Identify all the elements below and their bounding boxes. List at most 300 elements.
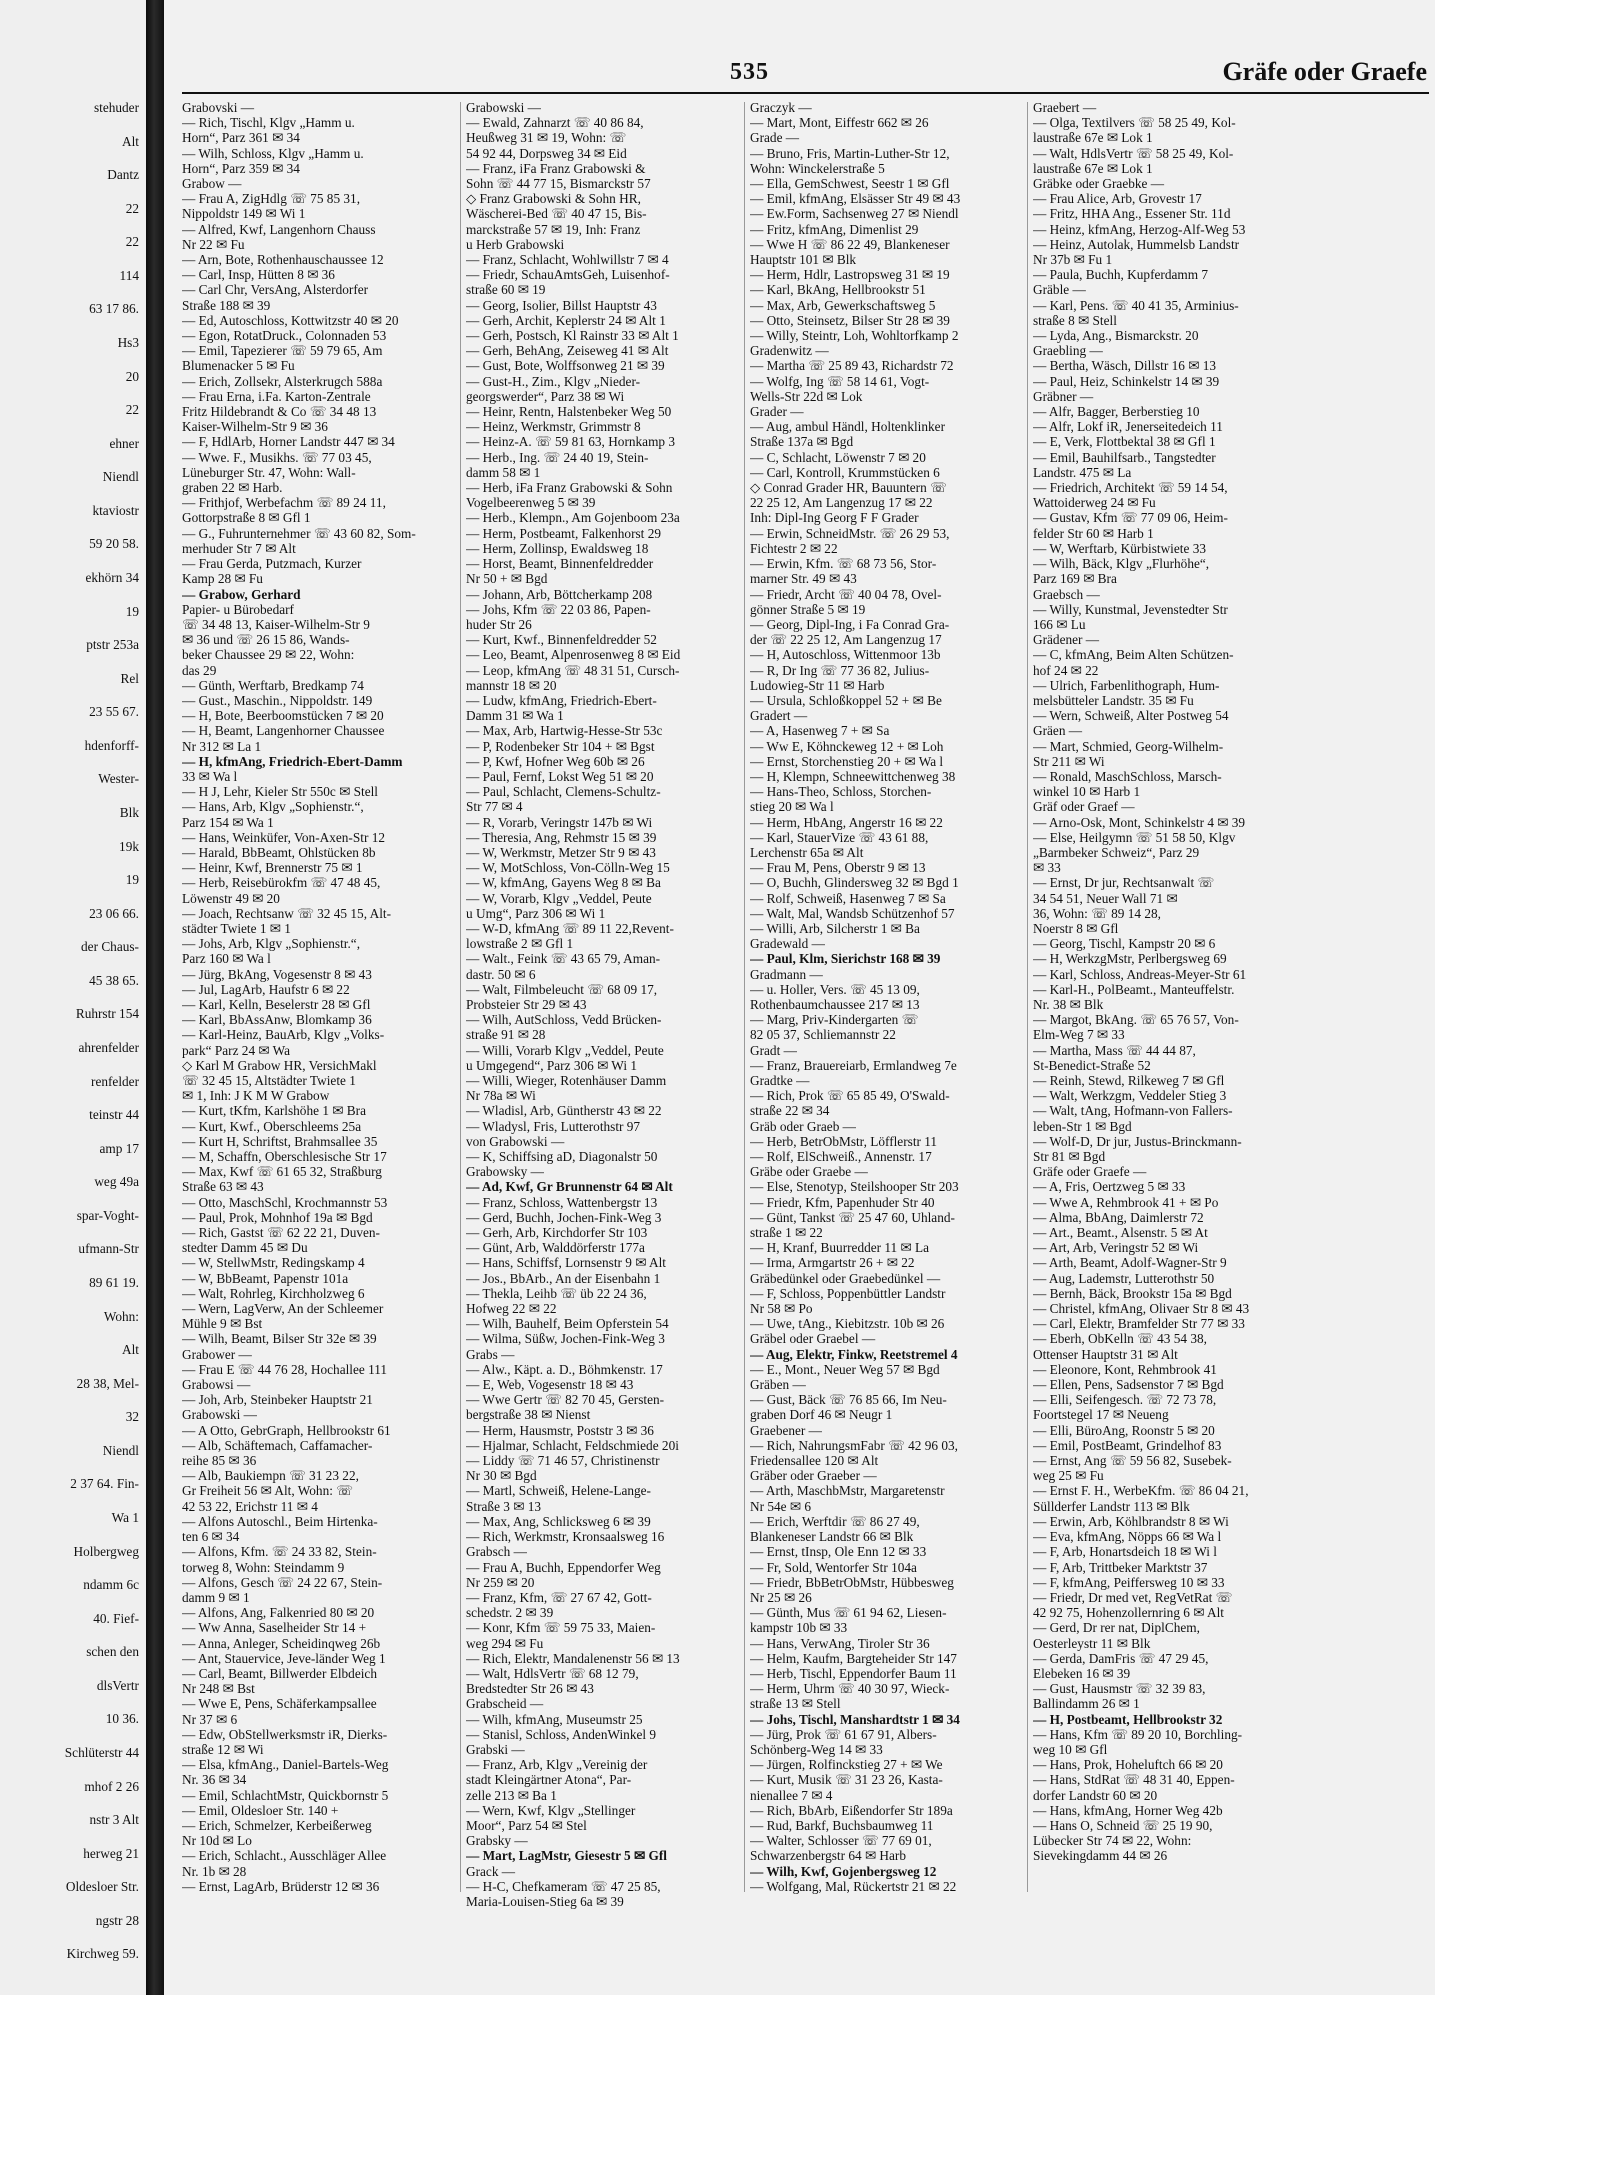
directory-entry: der ☏ 22 25 12, Am Langenzug 17	[750, 632, 942, 648]
directory-entry: — F, Schloss, Poppenbüttler Landstr	[750, 1285, 946, 1301]
directory-entry: georgswerder“, Parz 38 ✉ Wi	[466, 388, 625, 404]
directory-entry: — Kurt H, Schriftst, Brahmsallee 35	[182, 1133, 378, 1149]
directory-entry: von Grabowski —	[466, 1133, 565, 1149]
left-page-text-fragment: teinstr 44	[89, 1107, 139, 1123]
directory-entry: — Paul, Prok, Mohnhof 19a ✉ Bgd	[182, 1209, 373, 1225]
directory-entry: — Walt, HdlsVertr ☏ 58 25 49, Kol-	[1033, 145, 1234, 161]
column-divider	[744, 102, 745, 1892]
left-page-text-fragment: 32	[125, 1409, 139, 1425]
directory-entry: — Hans O, Schneid ☏ 25 19 90,	[1033, 1817, 1213, 1833]
directory-entry: — Erich, Werftdir ☏ 86 27 49,	[750, 1513, 920, 1529]
directory-entry: Grabsky —	[466, 1833, 528, 1849]
directory-entry: — Kurt, tKfm, Karlshöhe 1 ✉ Bra	[182, 1103, 366, 1119]
directory-entry: Ottenser Hauptstr 31 ✉ Alt	[1033, 1346, 1178, 1362]
directory-entry: — Rich, Prok ☏ 65 85 49, O'Swald-	[750, 1088, 950, 1104]
directory-entry: Gräbe oder Graebe —	[750, 1164, 868, 1180]
directory-entry: — Johann, Arb, Böttcherkamp 208	[466, 586, 653, 602]
left-page-text-fragment: Blk	[119, 805, 139, 820]
directory-entry: felder Str 60 ✉ Harb 1	[1033, 525, 1154, 541]
directory-entry: straße 60 ✉ 19	[466, 282, 546, 298]
directory-entry: — Erich, Schlacht., Ausschläger Allee	[182, 1848, 387, 1864]
directory-entry: beker Chaussee 29 ✉ 22, Wohn:	[182, 647, 355, 663]
directory-entry: — Alfred, Kwf, Langenhorn Chauss	[182, 221, 376, 237]
directory-entry: — P, Rodenbeker Str 104 + ✉ Bgst	[466, 738, 655, 754]
directory-entry: — Karl, StauerVize ☏ 43 61 88,	[750, 829, 929, 845]
directory-entry: — Alfons, Ang, Falkenried 80 ✉ 20	[182, 1605, 375, 1621]
directory-entry: straße 1 ✉ 22	[750, 1225, 823, 1241]
directory-entry: Gräbner —	[1033, 388, 1094, 404]
directory-entry: Str 81 ✉ Bgd	[1033, 1149, 1106, 1165]
directory-entry: — Gust, Hausmstr ☏ 32 39 83,	[1033, 1681, 1206, 1697]
directory-entry: — W, BbBeamt, Papenstr 101a	[182, 1270, 349, 1286]
directory-column-3	[750, 100, 1022, 1894]
directory-entry: — Rich, BbArb, Eißendorfer Str 189a	[750, 1802, 953, 1818]
directory-entry: gönner Straße 5 ✉ 19	[750, 601, 866, 617]
directory-entry: Gradmann —	[750, 966, 823, 982]
directory-entry: das 29	[182, 662, 217, 678]
directory-entry: — O, Buchh, Glindersweg 32 ✉ Bgd 1	[750, 875, 959, 891]
directory-entry: ◇ Franz Grabowski & Sohn HR,	[466, 191, 641, 207]
left-page-text-fragment: ahrenfelder	[78, 1040, 139, 1055]
left-page-text-fragment: Niendl	[102, 1442, 139, 1458]
directory-entry: — F, Arb, Honartsdeich 18 ✉ Wi l	[1033, 1544, 1217, 1560]
directory-entry: — Jürgen, Rolfinckstieg 27 + ✉ We	[750, 1757, 943, 1773]
directory-entry: — Ww E, Köhnckeweg 12 + ✉ Loh	[750, 738, 944, 754]
directory-entry: — u. Holler, Vers. ☏ 45 13 09,	[750, 981, 920, 997]
directory-entry: — Frithjof, Werbefachm ☏ 89 24 11,	[182, 495, 386, 511]
directory-entry: — Kurt, Kwf., Binnenfeldredder 52	[466, 632, 657, 648]
directory-entry: weg 10 ✉ Gfl	[1033, 1741, 1108, 1757]
left-page-text-fragment: 22	[125, 402, 139, 418]
directory-entry: St-Benedict-Straße 52	[1033, 1057, 1151, 1073]
left-page-text-fragment: ufmann-Str	[78, 1241, 139, 1257]
directory-entry: — Thekla, Leihb ☏ üb 22 24 36,	[466, 1285, 647, 1301]
left-page-text-fragment: 20	[125, 368, 139, 384]
directory-entry: — Wwe H ☏ 86 22 49, Blankeneser	[750, 236, 950, 252]
directory-entry: — Wilh, Beamt, Bilser Str 32e ✉ 39	[182, 1331, 377, 1347]
left-page-text-fragment: 19	[125, 603, 139, 619]
directory-entry: Heußweg 31 ✉ 19, Wohn: ☏	[466, 130, 627, 146]
directory-entry: — Alb, Baukiempn ☏ 31 23 22,	[182, 1468, 359, 1484]
directory-entry: — Ewald, Zahnarzt ☏ 40 86 84,	[466, 115, 644, 131]
directory-entry: Damm 31 ✉ Wa 1	[466, 708, 564, 724]
directory-entry: Friedensallee 120 ✉ Alt	[750, 1453, 879, 1469]
directory-entry: — E., Mont., Neuer Weg 57 ✉ Bgd	[750, 1361, 940, 1377]
directory-entry: — Joh, Arb, Steinbeker Hauptstr 21	[182, 1392, 373, 1408]
directory-entry: — Herb, iFa Franz Grabowski & Sohn	[466, 480, 673, 496]
left-page-text-fragment: herweg 21	[83, 1845, 139, 1861]
directory-entry: — Reinh, Stewd, Rilkeweg 7 ✉ Gfl	[1033, 1073, 1225, 1088]
directory-entry: Blumenacker 5 ✉ Fu	[182, 358, 295, 374]
directory-entry: Gräbke oder Graebke —	[1033, 176, 1165, 192]
directory-entry: — Gerh, Archit, Keplerstr 24 ✉ Alt 1	[466, 312, 666, 328]
directory-entry: Grabs —	[466, 1346, 515, 1362]
directory-entry: — Fr, Sold, Wentorfer Str 104a	[750, 1559, 917, 1575]
directory-entry: — Otto, Steinsetz, Bilser Str 28 ✉ 39	[750, 312, 950, 328]
directory-entry: Nr. 38 ✉ Blk	[1033, 996, 1104, 1012]
directory-entry: — Ernst, Dr jur, Rechtsanwalt ☏	[1033, 875, 1215, 891]
directory-entry: Lüneburger Str. 47, Wohn: Wall-	[182, 464, 356, 480]
directory-entry: — Herm, Postbeamt, Falkenhorst 29	[466, 525, 661, 541]
directory-entry: 22 25 12, Am Langenzug 17 ✉ 22	[750, 495, 933, 511]
directory-entry: — Johs, Arb, Klgv „Sophienstr.“,	[182, 936, 361, 952]
directory-entry: — Liddy ☏ 71 46 57, Christinenstr	[466, 1453, 660, 1469]
left-page-fragment	[0, 0, 145, 1995]
directory-entry: Gradewald —	[750, 936, 825, 952]
directory-entry: — Egon, RotatDruck., Colonnaden 53	[182, 328, 387, 344]
directory-entry: — Olga, Textilvers ☏ 58 25 49, Kol-	[1033, 115, 1236, 131]
directory-entry: — Elli, BüroAng, Roonstr 5 ✉ 20	[1033, 1422, 1215, 1438]
directory-entry: — M, Schaffn, Oberschlesische Str 17	[182, 1149, 387, 1165]
directory-entry: — Wilh, Kwf, Gojenbergsweg 12	[750, 1863, 937, 1879]
directory-entry: merhuder Str 7 ✉ Alt	[182, 540, 296, 556]
directory-column-4	[1033, 100, 1305, 1864]
directory-entry: straße 12 ✉ Wi	[182, 1741, 264, 1757]
directory-entry: winkel 10 ✉ Harb 1	[1033, 784, 1141, 800]
directory-entry: — Arth, MaschbMstr, Margaretenstr	[750, 1483, 945, 1499]
directory-entry: — Wolf-D, Dr jur, Justus-Brinckmann-	[1033, 1133, 1242, 1149]
directory-entry: — Joach, Rechtsanw ☏ 32 45 15, Alt-	[182, 905, 392, 921]
left-page-text-fragment: ktaviostr	[92, 502, 139, 518]
directory-entry: städter Twiete 1 ✉ 1	[182, 920, 291, 936]
directory-entry: Gräbel oder Graebel —	[750, 1331, 876, 1347]
left-page-text-fragment: 40. Fief-	[93, 1610, 139, 1626]
directory-entry: — Wilh, kfmAng, Museumstr 25	[466, 1711, 643, 1727]
directory-entry: — Max, Ang, Schlicksweg 6 ✉ 39	[466, 1513, 651, 1529]
directory-entry: 42 53 22, Erichstr 11 ✉ 4	[182, 1498, 318, 1514]
directory-entry: Rothenbaumchaussee 217 ✉ 13	[750, 996, 920, 1012]
directory-entry: — F, kfmAng, Peiffersweg 10 ✉ 33	[1033, 1574, 1225, 1590]
directory-entry: — Hans-Theo, Schloss, Storchen-	[750, 784, 932, 800]
left-page-text-fragment: renfelder	[91, 1073, 139, 1089]
directory-entry: Ludowieg-Str 11 ✉ Harb	[750, 677, 885, 693]
directory-entry: — Erich, Schmelzer, Kerbeißerweg	[182, 1817, 372, 1833]
directory-entry: — Rich, Elektr, Mandalenenstr 56 ✉ 13	[466, 1650, 680, 1666]
directory-entry: — Carl, Beamt, Billwerder Elbdeich	[182, 1665, 377, 1681]
directory-entry: — Karl, BbAssAnw, Blomkamp 36	[182, 1012, 372, 1028]
directory-entry: — Wolfgang, Mal, Rückertstr 21 ✉ 22	[750, 1878, 957, 1894]
directory-entry: — Gerh, BehAng, Zeiseweg 41 ✉ Alt	[466, 343, 669, 359]
left-page-text-fragment: Wohn:	[103, 1308, 139, 1324]
left-page-text-fragment: Kirchweg 59.	[66, 1946, 139, 1962]
directory-entry: — Günth, Werftarb, Bredkamp 74	[182, 677, 364, 693]
directory-entry: damm 58 ✉ 1	[466, 464, 541, 480]
directory-entry: Gräf oder Graef —	[1033, 799, 1135, 815]
directory-entry: Graebling —	[1033, 343, 1103, 359]
directory-entry: — Friedrich, Architekt ☏ 59 14 54,	[1033, 480, 1228, 496]
directory-entry: Elebeken 16 ✉ 39	[1033, 1665, 1131, 1681]
directory-entry: 54 92 44, Dorpsweg 34 ✉ Eid	[466, 145, 627, 161]
directory-entry: — W-D, kfmAng ☏ 89 11 22,Revent-	[466, 920, 674, 936]
directory-entry: — Hans, Prok, Hoheluftch 66 ✉ 20	[1033, 1757, 1223, 1773]
directory-entry: — Bernh, Bäck, Brookstr 15a ✉ Bgd	[1033, 1285, 1232, 1301]
directory-entry: Mühle 9 ✉ Bst	[182, 1316, 263, 1332]
directory-entry: u Umg“, Parz 306 ✉ Wi 1	[466, 905, 606, 921]
directory-entry: Gradert —	[750, 708, 808, 724]
directory-entry: Grabski —	[466, 1741, 525, 1757]
directory-entry: huder Str 26	[466, 616, 532, 632]
directory-entry: — Edw, ObStellwerksmstr iR, Dierks-	[182, 1726, 388, 1742]
directory-entry: Gradenwitz —	[750, 343, 829, 359]
left-page-text-fragment: 114	[119, 267, 139, 283]
directory-entry: — Franz, Arb, Klgv „Vereinig der	[466, 1757, 648, 1773]
directory-entry: ✉ 36 und ☏ 26 15 86, Wands-	[182, 632, 350, 648]
directory-entry: Maria-Louisen-Stieg 6a ✉ 39	[466, 1893, 624, 1909]
directory-entry: — Martha, Mass ☏ 44 44 87,	[1033, 1042, 1196, 1058]
directory-entry: — Georg, Tischl, Kampstr 20 ✉ 6	[1033, 936, 1216, 952]
left-page-text-fragment: mhof 2 26	[84, 1778, 139, 1794]
directory-entry: — A, Hasenweg 7 + ✉ Sa	[750, 723, 890, 739]
left-page-text-fragment: stehuder	[93, 100, 139, 115]
directory-entry: — Wilh, Bauhelf, Beim Opferstein 54	[466, 1316, 669, 1332]
directory-entry: — W, kfmAng, Gayens Weg 8 ✉ Ba	[466, 875, 661, 891]
directory-entry: ☏ 34 48 13, Kaiser-Wilhelm-Str 9	[182, 616, 370, 632]
directory-entry: — Gust-H., Zim., Klgv „Nieder-	[466, 373, 641, 389]
directory-entry: Grabscheid —	[466, 1696, 544, 1712]
directory-entry: Kaiser-Wilhelm-Str 9 ✉ 36	[182, 419, 328, 435]
directory-entry: torweg 8, Wohn: Steindamm 9	[182, 1559, 345, 1575]
directory-entry: — Frau A, Buchh, Eppendorfer Weg	[466, 1559, 661, 1575]
directory-entry: schedstr. 2 ✉ 39	[466, 1605, 554, 1621]
directory-entry: — Eberh, ObKelln ☏ 43 54 38,	[1033, 1331, 1207, 1347]
directory-entry: — Karl-H., PolBeamt., Manteuffelstr.	[1033, 981, 1235, 997]
directory-entry: Gräb oder Graeb —	[750, 1118, 856, 1134]
directory-entry: — Martl, Schweiß, Helene-Lange-	[466, 1483, 651, 1499]
directory-entry: laustraße 67e ✉ Lok 1	[1033, 160, 1153, 176]
directory-entry: — H, kfmAng, Friedrich-Ebert-Damm	[182, 753, 403, 769]
directory-entry: — Marg, Priv-Kindergarten ☏	[750, 1012, 919, 1028]
directory-entry: Grabovski —	[182, 100, 255, 115]
directory-entry: — Rich, Werkmstr, Kronsaalsweg 16	[466, 1529, 665, 1545]
directory-entry: — Harald, BbBeamt, Ohlstücken 8b	[182, 844, 376, 860]
left-page-text-fragment: ekhörn 34	[85, 570, 139, 585]
directory-entry: Nr 30 ✉ Bgd	[466, 1468, 537, 1484]
directory-entry: — Ernst F. H., WerbeKfm. ☏ 86 04 21,	[1033, 1483, 1249, 1499]
directory-entry: — Wwe A, Rehmbrook 41 + ✉ Po	[1033, 1194, 1219, 1210]
directory-entry: — Jos., BbArb., An der Eisenbahn 1	[466, 1270, 661, 1286]
left-page-text-fragment: 2 37 64. Fin-	[70, 1476, 139, 1492]
directory-entry: — F, Arb, Trittbeker Marktstr 37	[1033, 1559, 1208, 1575]
directory-entry: — Paul, Fernf, Lokst Weg 51 ✉ 20	[466, 768, 654, 784]
directory-entry: — K, Schiffsing aD, Diagonalstr 50	[466, 1149, 658, 1165]
directory-entry: — Karl, Kelln, Beselerstr 28 ✉ Gfl	[182, 996, 371, 1012]
directory-entry: mannstr 18 ✉ 20	[466, 677, 557, 693]
directory-entry: — Arn, Bote, Rothenhauschaussee 12	[182, 252, 384, 268]
directory-entry: — Fritz, kfmAng, Dimenlist 29	[750, 221, 919, 237]
directory-entry: — Elli, Seifengesch. ☏ 72 73 78,	[1033, 1392, 1217, 1408]
directory-entry: — Emil, Tapezierer ☏ 59 79 65, Am	[182, 343, 383, 359]
directory-entry: Gräben —	[750, 1377, 806, 1393]
directory-entry: — Walt, Rohrleg, Kirchholzweg 6	[182, 1285, 365, 1301]
directory-entry: — H, WerkzgMstr, Perlbergsweg 69	[1033, 951, 1227, 967]
directory-entry: bergstraße 38 ✉ Nienst	[466, 1407, 591, 1423]
directory-entry: Moor“, Parz 54 ✉ Stel	[466, 1817, 587, 1833]
directory-entry: Grader —	[750, 404, 804, 420]
directory-entry: — Alfons Autoschl., Beim Hirtenka-	[182, 1513, 378, 1529]
directory-entry: ten 6 ✉ 34	[182, 1529, 240, 1545]
left-page-text-fragment: 22	[125, 234, 139, 250]
directory-entry: Kamp 28 ✉ Fu	[182, 571, 263, 587]
directory-entry: — Ad, Kwf, Gr Brunnenstr 64 ✉ Alt	[466, 1179, 673, 1195]
directory-entry: — Wern, Schweiß, Alter Postweg 54	[1033, 708, 1229, 724]
directory-entry: — H, Klempn, Schneewittchenweg 38	[750, 768, 956, 784]
directory-entry: — Gerd, Dr rer nat, DiplChem,	[1033, 1620, 1200, 1636]
directory-entry: — Ernst, Storchenstieg 20 + ✉ Wa l	[750, 753, 944, 769]
directory-entry: — Leo, Beamt, Alpenrosenweg 8 ✉ Eid	[466, 647, 681, 663]
directory-entry: — Wladysl, Fris, Lutterothstr 97	[466, 1118, 641, 1134]
directory-entry: — Rud, Barkf, Buchsbaumweg 11	[750, 1817, 934, 1833]
directory-entry: dastr. 50 ✉ 6	[466, 966, 536, 982]
directory-entry: — Ernst, LagArb, Brüderstr 12 ✉ 36	[182, 1878, 380, 1894]
left-page-text-fragment: ptstr 253a	[86, 637, 139, 653]
directory-entry: — Friedr, BbBetrObMstr, Hübbesweg	[750, 1574, 954, 1590]
directory-entry: — Willi, Arb, Silcherstr 1 ✉ Ba	[750, 920, 920, 936]
directory-entry: Grabowsky —	[466, 1164, 544, 1180]
directory-entry: — Hans, VerwAng, Tiroler Str 36	[750, 1635, 930, 1651]
directory-entry: Nr 22 ✉ Fu	[182, 236, 245, 252]
directory-entry: — Wwe E, Pens, Schäferkampsallee	[182, 1696, 377, 1712]
directory-entry: Nr 50 + ✉ Bgd	[466, 571, 548, 587]
directory-entry: — Günt, Tankst ☏ 25 47 60, Uhland-	[750, 1209, 955, 1225]
directory-entry: — Karl, Schloss, Andreas-Meyer-Str 61	[1033, 966, 1247, 982]
directory-entry: — Herb., Klempn., Am Gojenboom 23a	[466, 510, 680, 526]
directory-entry: — Wern, LagVerw, An der Schleemer	[182, 1301, 384, 1317]
directory-entry: Löwenstr 49 ✉ 20	[182, 890, 280, 906]
directory-entry: — Arth, Beamt, Adolf-Wagner-Str 9	[1033, 1255, 1227, 1271]
directory-entry: — Ww Anna, Saselheider Str 14 +	[182, 1620, 367, 1636]
directory-entry: — Herm, Uhrm ☏ 40 30 97, Wieck-	[750, 1681, 950, 1697]
directory-entry: stieg 20 ✉ Wa l	[750, 799, 834, 815]
left-page-text-fragment: Hs3	[117, 335, 139, 350]
directory-entry: — Fritz, HHA Ang., Essener Str. 11d	[1033, 206, 1231, 222]
directory-entry: Hofweg 22 ✉ 22	[466, 1301, 557, 1317]
directory-entry: — Franz, Schlacht, Wohlwillstr 7 ✉ 4	[466, 252, 669, 268]
directory-entry: — Frau A, ZigHdlg ☏ 75 85 31,	[182, 191, 361, 207]
directory-entry: — Ella, GemSchwest, Seestr 1 ✉ Gfl	[750, 176, 950, 192]
directory-entry: — Gerh, Arb, Kirchdorfer Str 103	[466, 1225, 648, 1241]
directory-entry: — Art, Arb, Veringstr 52 ✉ Wi	[1033, 1240, 1199, 1256]
directory-entry: Nippoldstr 149 ✉ Wi 1	[182, 206, 306, 222]
directory-entry: Ballindamm 26 ✉ 1	[1033, 1696, 1140, 1712]
directory-entry: — Herm, Hdlr, Lastropsweg 31 ✉ 19	[750, 267, 950, 283]
left-page-text-fragment: Wester-	[98, 771, 139, 787]
directory-entry: — Jürg, Prok ☏ 61 67 91, Albers-	[750, 1726, 937, 1742]
left-page-text-fragment: der Chaus-	[81, 939, 139, 955]
directory-entry: Inh: Dipl-Ing Georg F F Grader	[750, 510, 919, 526]
left-page-text-fragment: nstr 3 Alt	[89, 1812, 139, 1828]
directory-entry: — Lyda, Ang., Bismarckstr. 20	[1033, 328, 1199, 344]
directory-entry: straße 91 ✉ 28	[466, 1027, 546, 1043]
directory-entry: — Uwe, tAng., Kiebitzstr. 10b ✉ 26	[750, 1316, 945, 1332]
directory-entry: straße 8 ✉ Stell	[1033, 312, 1117, 328]
directory-entry: — Ant, Stauervice, Jeve-länder Weg 1	[182, 1650, 386, 1666]
directory-entry: — Frau Erna, i.Fa. Karton-Zentrale	[182, 388, 371, 404]
page-header	[164, 55, 1435, 95]
directory-entry: marner Str. 49 ✉ 43	[750, 571, 857, 587]
left-page-text-fragment: 19	[125, 872, 139, 888]
directory-entry: — Herb, BetrObMstr, Löfflerstr 11	[750, 1133, 938, 1149]
directory-entry: Nr 78a ✉ Wi	[466, 1088, 536, 1104]
directory-entry: — Gerda, DamFris ☏ 47 29 45,	[1033, 1650, 1209, 1666]
directory-entry: — Aug, Lademstr, Lutterothstr 50	[1033, 1270, 1215, 1286]
directory-entry: — Ellen, Pens, Sadsenstor 7 ✉ Bgd	[1033, 1377, 1224, 1393]
directory-entry: Wäscherei-Bed ☏ 40 47 15, Bis-	[466, 206, 647, 222]
directory-entry: 82 05 37, Schliemannstr 22	[750, 1027, 896, 1043]
left-page-text-fragment: 10 36.	[105, 1711, 139, 1727]
directory-entry: Gradtke —	[750, 1073, 810, 1088]
running-head: Gräfe oder Graefe	[1222, 57, 1427, 86]
directory-entry: Nr 37 ✉ 6	[182, 1711, 238, 1727]
directory-entry: — Gerd, Buchh, Jochen-Fink-Weg 3	[466, 1209, 662, 1225]
directory-entry: — Hans, StdRat ☏ 48 31 40, Eppen-	[1033, 1772, 1235, 1788]
directory-entry: — Carl, Elektr, Bramfelder Str 77 ✉ 33	[1033, 1316, 1245, 1332]
directory-entry: — Herb., Ing. ☏ 24 40 19, Stein-	[466, 449, 649, 465]
directory-entry: — Herm, HbAng, Angerstr 16 ✉ 22	[750, 814, 943, 830]
directory-column-1	[182, 100, 454, 1894]
directory-entry: — W, StellwMstr, Redingskamp 4	[182, 1255, 365, 1271]
directory-entry: Straße 188 ✉ 39	[182, 297, 271, 313]
directory-entry: — Max, Kwf ☏ 61 65 32, Straßburg	[182, 1164, 382, 1180]
directory-entry: Grabsch —	[466, 1544, 527, 1560]
directory-entry: — Günth, Mus ☏ 61 94 62, Liesen-	[750, 1605, 947, 1621]
left-page-text-fragment: Holbergweg	[73, 1543, 139, 1559]
directory-entry: — G., Fuhrunternehmer ☏ 43 60 82, Som-	[182, 525, 416, 541]
directory-entry: Grabowski —	[466, 100, 541, 115]
directory-entry: Parz 169 ✉ Bra	[1033, 571, 1117, 587]
directory-entry: — Emil, Oldesloer Str. 140 +	[182, 1802, 339, 1818]
directory-entry: — A, Fris, Oertzweg 5 ✉ 33	[1033, 1179, 1186, 1195]
directory-entry: Nr 10d ✉ Lo	[182, 1833, 252, 1849]
directory-entry: — H, Bote, Beerboomstücken 7 ✉ 20	[182, 708, 384, 724]
left-page-text-fragment: 19k	[119, 838, 139, 854]
directory-entry: — Franz, Brauereiarb, Ermlandweg 7e	[750, 1057, 957, 1073]
left-page-text-fragment: schen den	[86, 1644, 139, 1660]
left-page-text-fragment: amp 17	[99, 1140, 139, 1156]
directory-entry: Lerchenstr 65a ✉ Alt	[750, 844, 864, 860]
directory-entry: Wattoiderweg 24 ✉ Fu	[1033, 495, 1156, 511]
directory-entry: — H, Autoschloss, Wittenmoor 13b	[750, 647, 941, 663]
directory-entry: Nr 259 ✉ 20	[466, 1574, 535, 1590]
directory-entry: — Walt, Mal, Wandsb Schützenhof 57	[750, 905, 955, 921]
directory-entry: — Georg, Dipl-Ing, i Fa Conrad Gra-	[750, 616, 950, 632]
directory-entry: Str 77 ✉ 4	[466, 799, 523, 815]
book-gutter	[146, 0, 164, 1995]
directory-entry: — Franz, Kfm, ☏ 27 67 42, Gott-	[466, 1589, 652, 1605]
directory-entry: Grabowsi —	[182, 1377, 251, 1393]
directory-entry: — Bertha, Wäsch, Dillstr 16 ✉ 13	[1033, 358, 1216, 374]
directory-entry: weg 294 ✉ Fu	[466, 1635, 544, 1651]
directory-entry: — Günt, Arb, Walddörferstr 177a	[466, 1240, 645, 1256]
directory-entry: — Johs, Tischl, Manshardtstr 1 ✉ 34	[750, 1711, 960, 1727]
directory-entry: Gräble —	[1033, 282, 1086, 298]
directory-entry: — W, Werkmstr, Metzer Str 9 ✉ 43	[466, 844, 656, 860]
directory-entry: u Umgegend“, Parz 306 ✉ Wi 1	[466, 1057, 637, 1073]
directory-entry: — R, Vorarb, Veringstr 147b ✉ Wi	[466, 814, 653, 830]
directory-entry: — Leop, kfmAng ☏ 48 31 51, Cursch-	[466, 662, 680, 678]
directory-entry: Graebener —	[750, 1422, 822, 1438]
directory-entry: Landstr. 475 ✉ La	[1033, 464, 1132, 480]
directory-entry: — Alfons, Kfm. ☏ 24 33 82, Stein-	[182, 1544, 377, 1560]
directory-entry: — Walt, tAng, Hofmann-von Fallers-	[1033, 1103, 1233, 1119]
directory-entry: — Rich, Tischl, Klgv „Hamm u.	[182, 115, 355, 131]
directory-entry: 33 ✉ Wa l	[182, 768, 238, 784]
directory-entry: — Paul, Heiz, Schinkelstr 14 ✉ 39	[1033, 373, 1220, 389]
directory-entry: Lübecker Str 74 ✉ 22, Wohn:	[1033, 1833, 1192, 1849]
directory-entry: damm 9 ✉ 1	[182, 1589, 250, 1605]
directory-entry: — Mart, LagMstr, Giesestr 5 ✉ Gfl	[466, 1848, 667, 1864]
left-page-text-fragment: weg 49a	[94, 1174, 139, 1190]
directory-entry: Parz 160 ✉ Wa l	[182, 951, 271, 967]
